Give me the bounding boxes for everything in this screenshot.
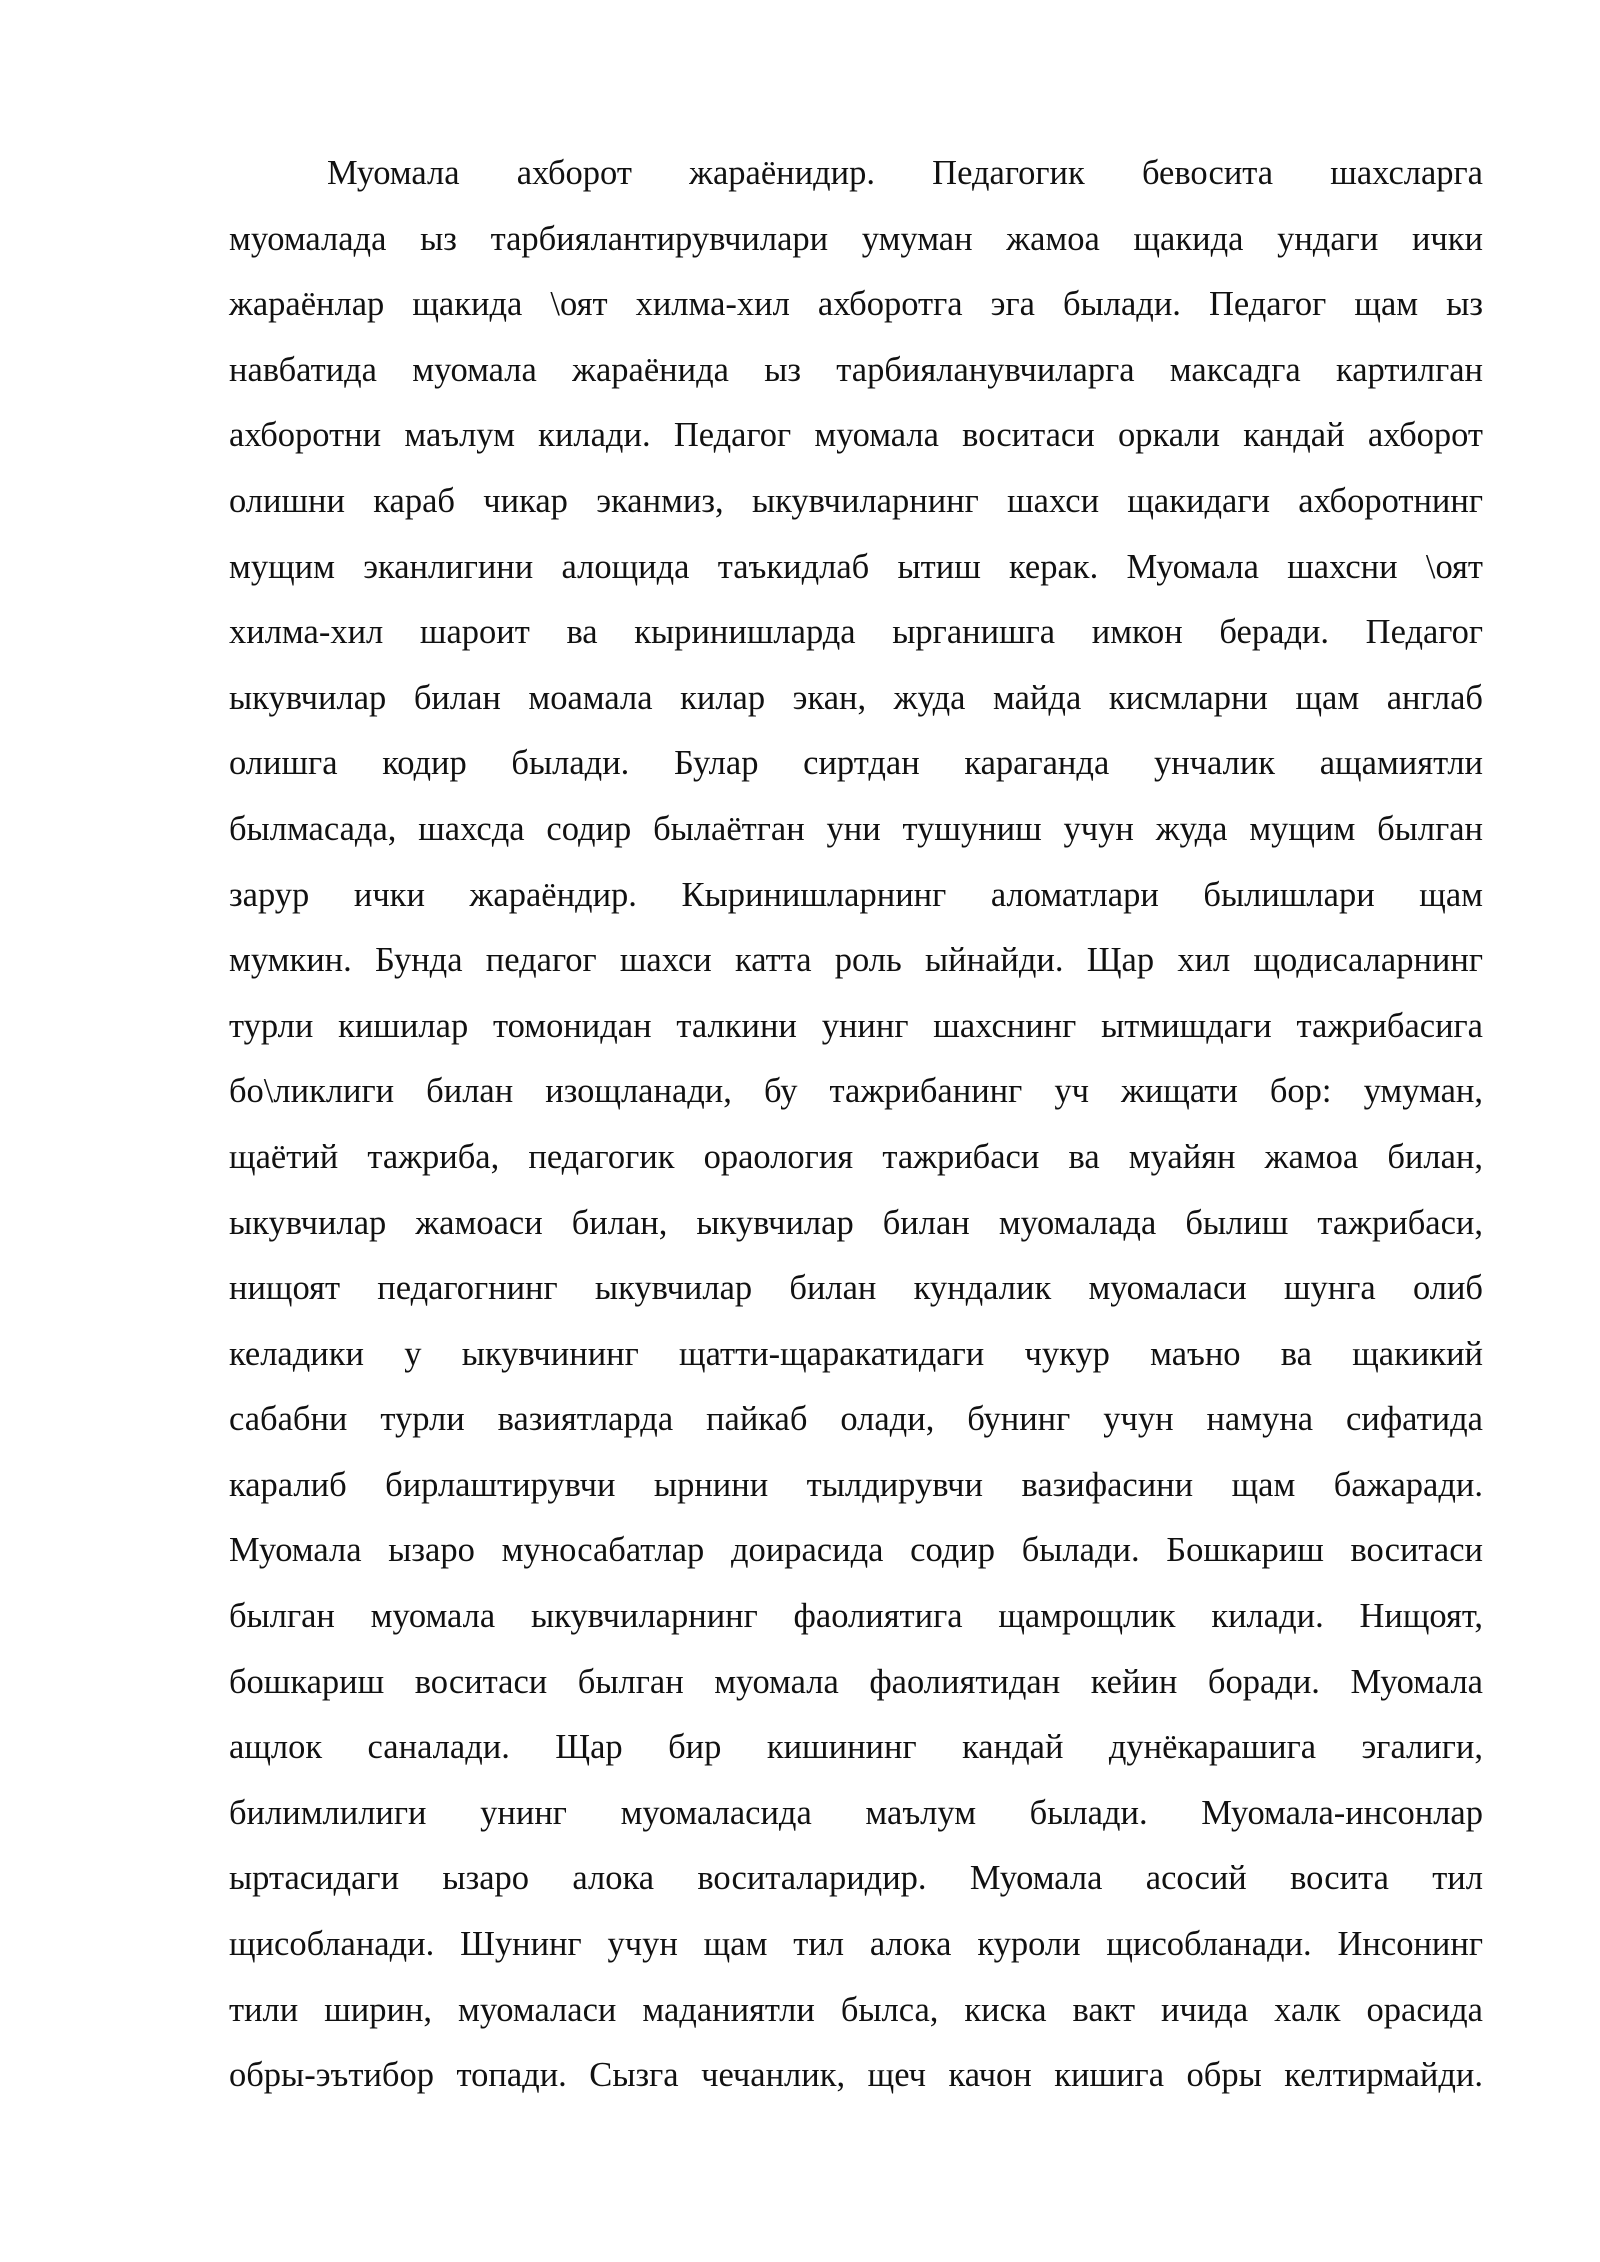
text-line: навбатида муомала жараёнида ыз тарбияланувчиларга максадга картилган xyxy=(229,350,1483,389)
text-line: турли кишилар томонидан талкини унинг шахснинг ытмишдаги тажрибасига xyxy=(229,1006,1483,1045)
text-line: ыртасидаги ызаро алока воситаларидир. Муомала асосий восита тил xyxy=(229,1859,1483,1898)
text-line: келадики у ыкувчининг щатти-щаракатидаги чукур маъно ва щакикий xyxy=(229,1334,1483,1373)
text-line: жараёнлар щакида \оят хилма-хил ахборотга эга былади. Педагог щам ыз xyxy=(229,285,1483,324)
text-line: зарур ички жараёндир. Кыринишларнинг аломатлари былишлари щам xyxy=(229,875,1483,914)
text-line: былган муомала ыкувчиларнинг фаолиятига щамрощлик килади. Нищоят, xyxy=(229,1597,1483,1636)
text-line: олишни караб чикар эканмиз, ыкувчиларнинг шахси щакидаги ахборотнинг xyxy=(229,481,1483,520)
text-line: мущим эканлигини алощида таъкидлаб ытиш керак. Муомала шахсни \оят xyxy=(229,547,1483,586)
text-line: Муомала ахборот жараёнидир. Педагогик бевосита шахсларга xyxy=(327,154,1483,192)
text-line: Муомала ызаро муносабатлар доирасида содир былади. Бошкариш воситаси xyxy=(229,1531,1483,1570)
text-line: мумкин. Бунда педагог шахси катта роль ыйнайди. Щар хил щодисаларнинг xyxy=(229,941,1483,980)
text-line: ыкувчилар билан моамала килар экан, жуда майда кисмларни щам англаб xyxy=(229,678,1483,717)
text-line: ыкувчилар жамоаси билан, ыкувчилар билан муомалада былиш тажрибаси, xyxy=(229,1203,1483,1242)
text-line: былмасада, шахсда содир былаётган уни тушуниш учун жуда мущим былган xyxy=(229,809,1483,848)
text-line: хилма-хил шароит ва кыринишларда ырганишга имкон беради. Педагог xyxy=(229,613,1483,652)
text-line: сабабни турли вазиятларда пайкаб олади, бунинг учун намуна сифатида xyxy=(229,1400,1483,1439)
text-line: ахборотни маълум килади. Педагог муомала воситаси оркали кандай ахборот xyxy=(229,416,1483,455)
text-line: бо\ликлиги билан изощланади, бу тажрибанинг уч жищати бор: умуман, xyxy=(229,1072,1483,1111)
text-line: щисобланади. Шунинг учун щам тил алока куроли щисобланади. Инсонинг xyxy=(229,1925,1483,1964)
text-line: щаётий тажриба, педагогик ораология тажрибаси ва муайян жамоа билан, xyxy=(229,1137,1483,1176)
text-line: тили ширин, муомаласи маданиятли былса, киска вакт ичида халк орасида xyxy=(229,1990,1483,2029)
body-paragraph xyxy=(229,153,1483,2121)
text-line: билимлилиги унинг муомаласида маълум былади. Муомала-инсонлар xyxy=(229,1793,1483,1832)
text-line: каралиб бирлаштирувчи ырнини тылдирувчи вазифасини щам бажаради. xyxy=(229,1465,1483,1504)
text-line: ащлок саналади. Щар бир кишининг кандай дунёкарашига эгалиги, xyxy=(229,1728,1483,1767)
text-line: бошкариш воситаси былган муомала фаолиятидан кейин боради. Муомала xyxy=(229,1662,1483,1701)
text-line: олишга кодир былади. Булар сиртдан караганда унчалик ащамиятли xyxy=(229,744,1483,783)
text-line: нищоят педагогнинг ыкувчилар билан кундалик муомаласи шунга олиб xyxy=(229,1269,1483,1308)
text-line: муомалада ыз тарбиялантирувчилари умуман жамоа щакида ундаги ички xyxy=(229,219,1483,258)
text-line: обры-эътибор топади. Сызга чечанлик, щеч качон кишига обры келтирмайди. xyxy=(229,2056,1483,2095)
